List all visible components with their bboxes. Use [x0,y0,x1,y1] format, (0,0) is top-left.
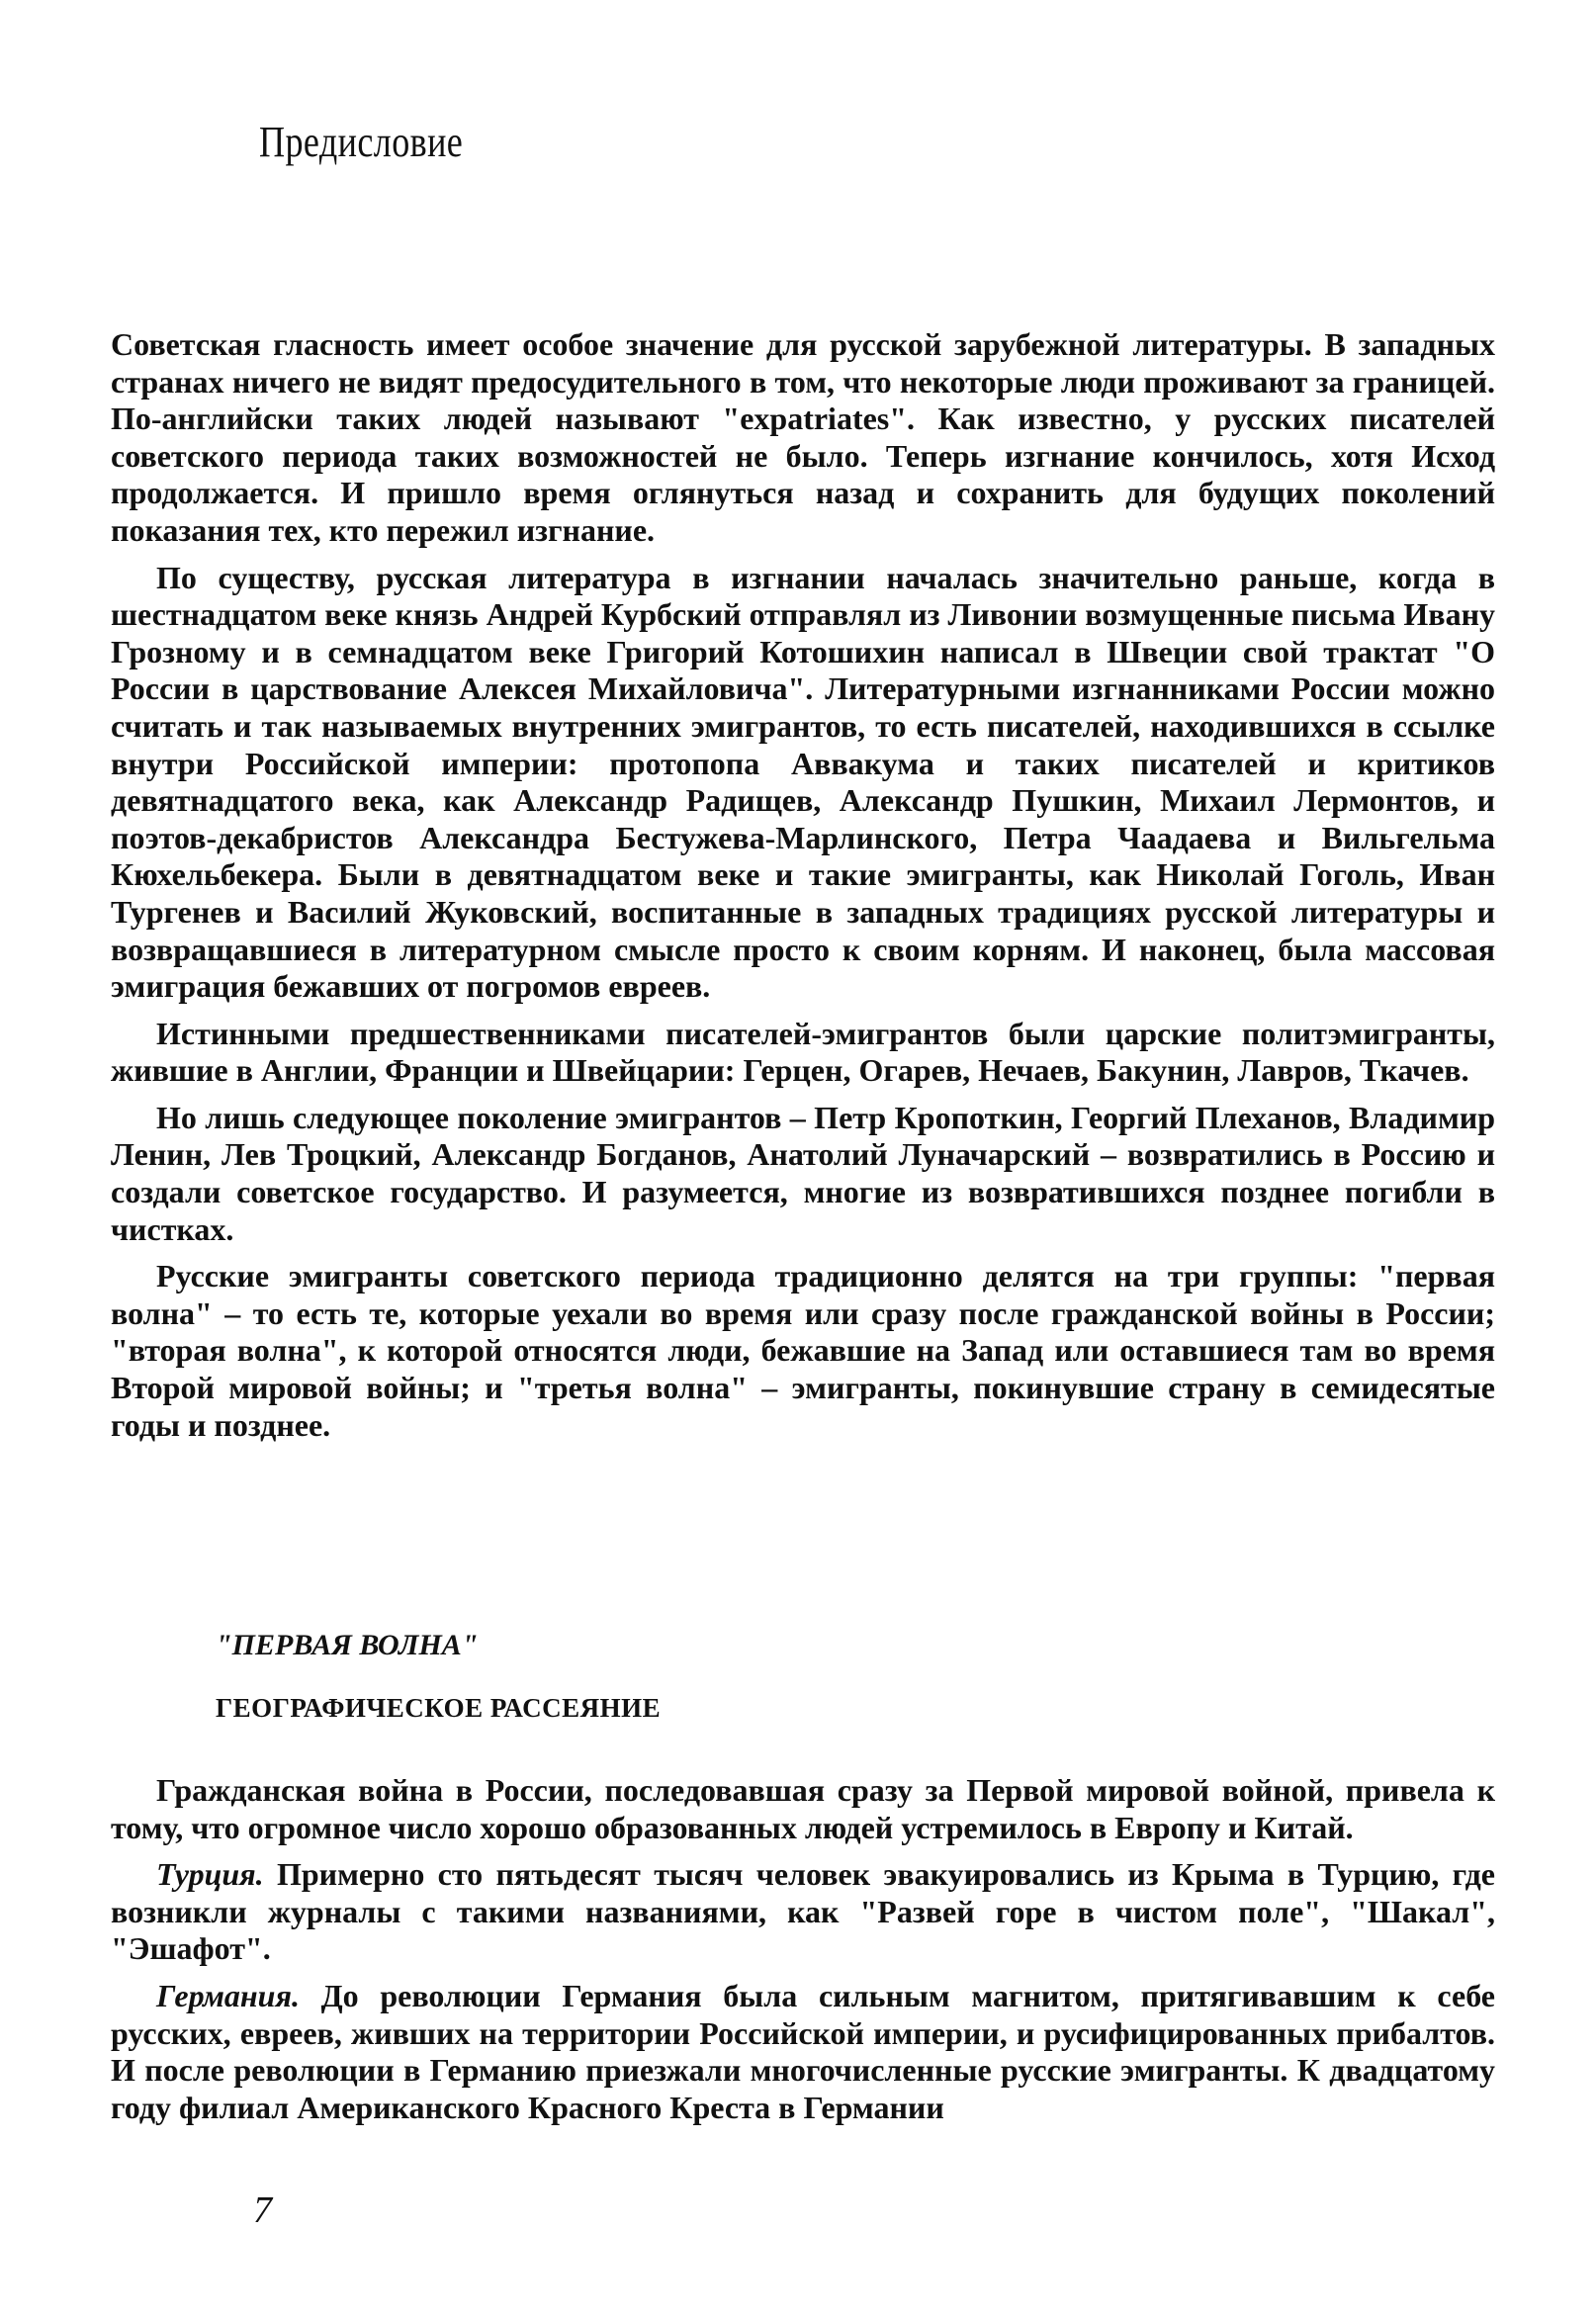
intro-text [111,326,1495,1454]
page-number: 7 [253,2189,272,2231]
paragraph: Советская гласность имеет особое значение для русской зарубежной литературы. В западных странах ничего не видят предосудительного в том, что некоторые люди проживают за границей. По-английски таких людей называют "expatriates". Как известно, у русских писателей советского периода таких возможностей не было. Теперь изгнание кончилось, хотя Исход продолжается. И пришло время оглянуться назад и сохранить для будущих поколений показания тех, кто пережил изгнание. [111,326,1495,548]
turkey-text: Примерно сто пятьдесят тысяч человек эвакуировались из Крыма в Турцию, где возникли журналы с такими названиями, как "Развей горе в чистом поле", "Шакал", "Эшафот". [111,1856,1495,1967]
section-heading: "ПЕРВАЯ ВОЛНА" [216,1629,479,1661]
germany-text: До революции Германия была сильным магнитом, притягивавшим к себе русских, евреев, живших на территории Российской империи, и русифицированных прибалтов. И после революции в Германию приезжали многочисленные русские эмигранты. К двадцатому году филиал Американского Красного Креста в Германии [111,1977,1495,2125]
page-title: Предисловие [259,118,464,166]
turkey-label: Турция. [156,1856,264,1893]
section-text [111,1772,1495,2136]
paragraph-turkey [111,1856,1495,1968]
paragraph-germany [111,1978,1495,2126]
paragraph: Гражданская война в России, последовавшая сразу за Первой мировой войной, привела к тому, что огромное число хорошо образованных людей устремилось в Европу и Китай. [111,1772,1495,1845]
paragraph: По существу, русская литература в изгнании началась значительно раньше, когда в шестнадцатом веке князь Андрей Курбский отправлял из Ливонии возмущенные письма Ивану Грозному и в семнадцатом веке Григорий Котошихин написал в Швеции свой трактат "О России в царствование Алексея Михайловича". Литературными изгнанниками России можно считать и так называемых внутренних эмигрантов, то есть писателей, находившихся в ссылке внутри Российской империи: протопопа Аввакума и таких писателей и критиков девятнадцатого века, как Александр Радищев, Александр Пушкин, Михаил Лермонтов, и поэтов-декабристов Александра Бестужева-Марлинского, Петра Чаадаева и Вильгельма Кюхельбекера. Были в девятнадцатом веке и такие эмигранты, как Николай Гоголь, Иван Тургенев и Василий Жуковский, воспитанные в западных традициях русской литературы и возвращавшиеся в литературном смысле просто к своим корням. И наконец, была массовая эмиграция бежавших от погромов евреев. [111,559,1495,1005]
section-subheading: ГЕОГРАФИЧЕСКОЕ РАССЕЯНИЕ [216,1693,662,1723]
germany-label: Германия. [156,1977,300,2013]
paragraph: Истинными предшественниками писателей-эмигрантов были царские политэмигранты, жившие в Англии, Франции и Швейцарии: Герцен, Огарев, Нечаев, Бакунин, Лавров, Ткачев. [111,1015,1495,1089]
paragraph: Но лишь следующее поколение эмигрантов – Петр Кропоткин, Георгий Плеханов, Владимир Ленин, Лев Троцкий, Александр Богданов, Анатолий Луначарский – возвратились в Россию и создали советское государство. И разумеется, многие из возвратившихся позднее погибли в чистках. [111,1099,1495,1247]
paragraph: Русские эмигранты советского периода традиционно делятся на три группы: "первая волна" – то есть те, которые уехали во время или сразу после гражданской войны в России; "вторая волна", к которой относятся люди, бежавшие на Запад или оставшиеся там во время Второй мировой войны; и "третья волна" – эмигранты, покинувшие страну в семидесятые годы и позднее. [111,1258,1495,1443]
